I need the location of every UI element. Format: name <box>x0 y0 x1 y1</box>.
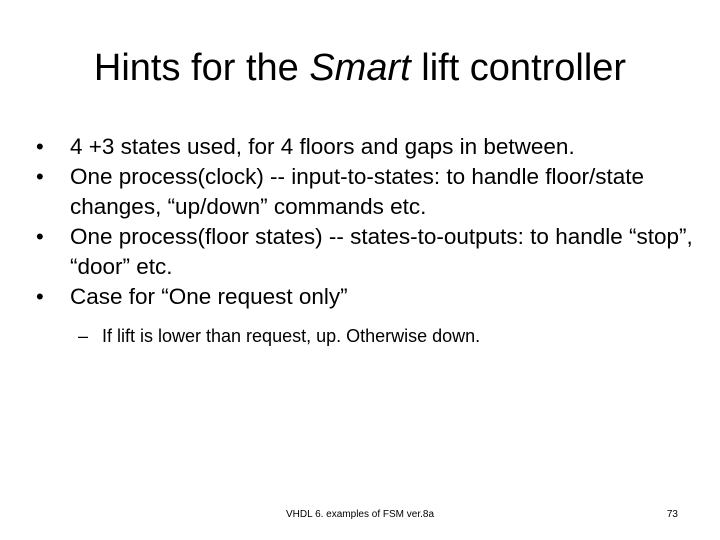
slide-title <box>0 44 720 92</box>
footer-caption: VHDL 6. examples of FSM ver.8a <box>285 509 435 520</box>
bullet-text: One process(floor states) -- states-to-outputs: to handle “stop”, “door” etc. <box>70 224 693 279</box>
bullet-list <box>36 132 706 348</box>
bullet-dot-icon: • <box>36 284 44 309</box>
bullet-item <box>36 282 706 312</box>
sub-bullet-item <box>36 324 706 348</box>
page-number: 73 <box>666 509 678 520</box>
title-text-end: lift controller <box>410 47 627 89</box>
bullet-dot-icon: • <box>36 164 44 189</box>
title-text-start: Hints for the <box>93 47 310 89</box>
bullet-text: One process(clock) -- input-to-states: to handle floor/state changes, “up/down” commands etc. <box>70 164 645 219</box>
dash-icon: – <box>78 326 89 346</box>
bullet-item <box>36 222 706 282</box>
bullet-text: Case for “One request only” <box>70 284 348 309</box>
title-emphasis: Smart <box>309 47 411 89</box>
bullet-item <box>36 132 706 162</box>
bullet-dot-icon: • <box>36 224 44 249</box>
bullet-item <box>36 162 706 222</box>
bullet-text: 4 +3 states used, for 4 floors and gaps in between. <box>70 134 575 159</box>
bullet-dot-icon: • <box>36 134 44 159</box>
sub-bullet-text: If lift is lower than request, up. Otherwise down. <box>102 326 481 346</box>
